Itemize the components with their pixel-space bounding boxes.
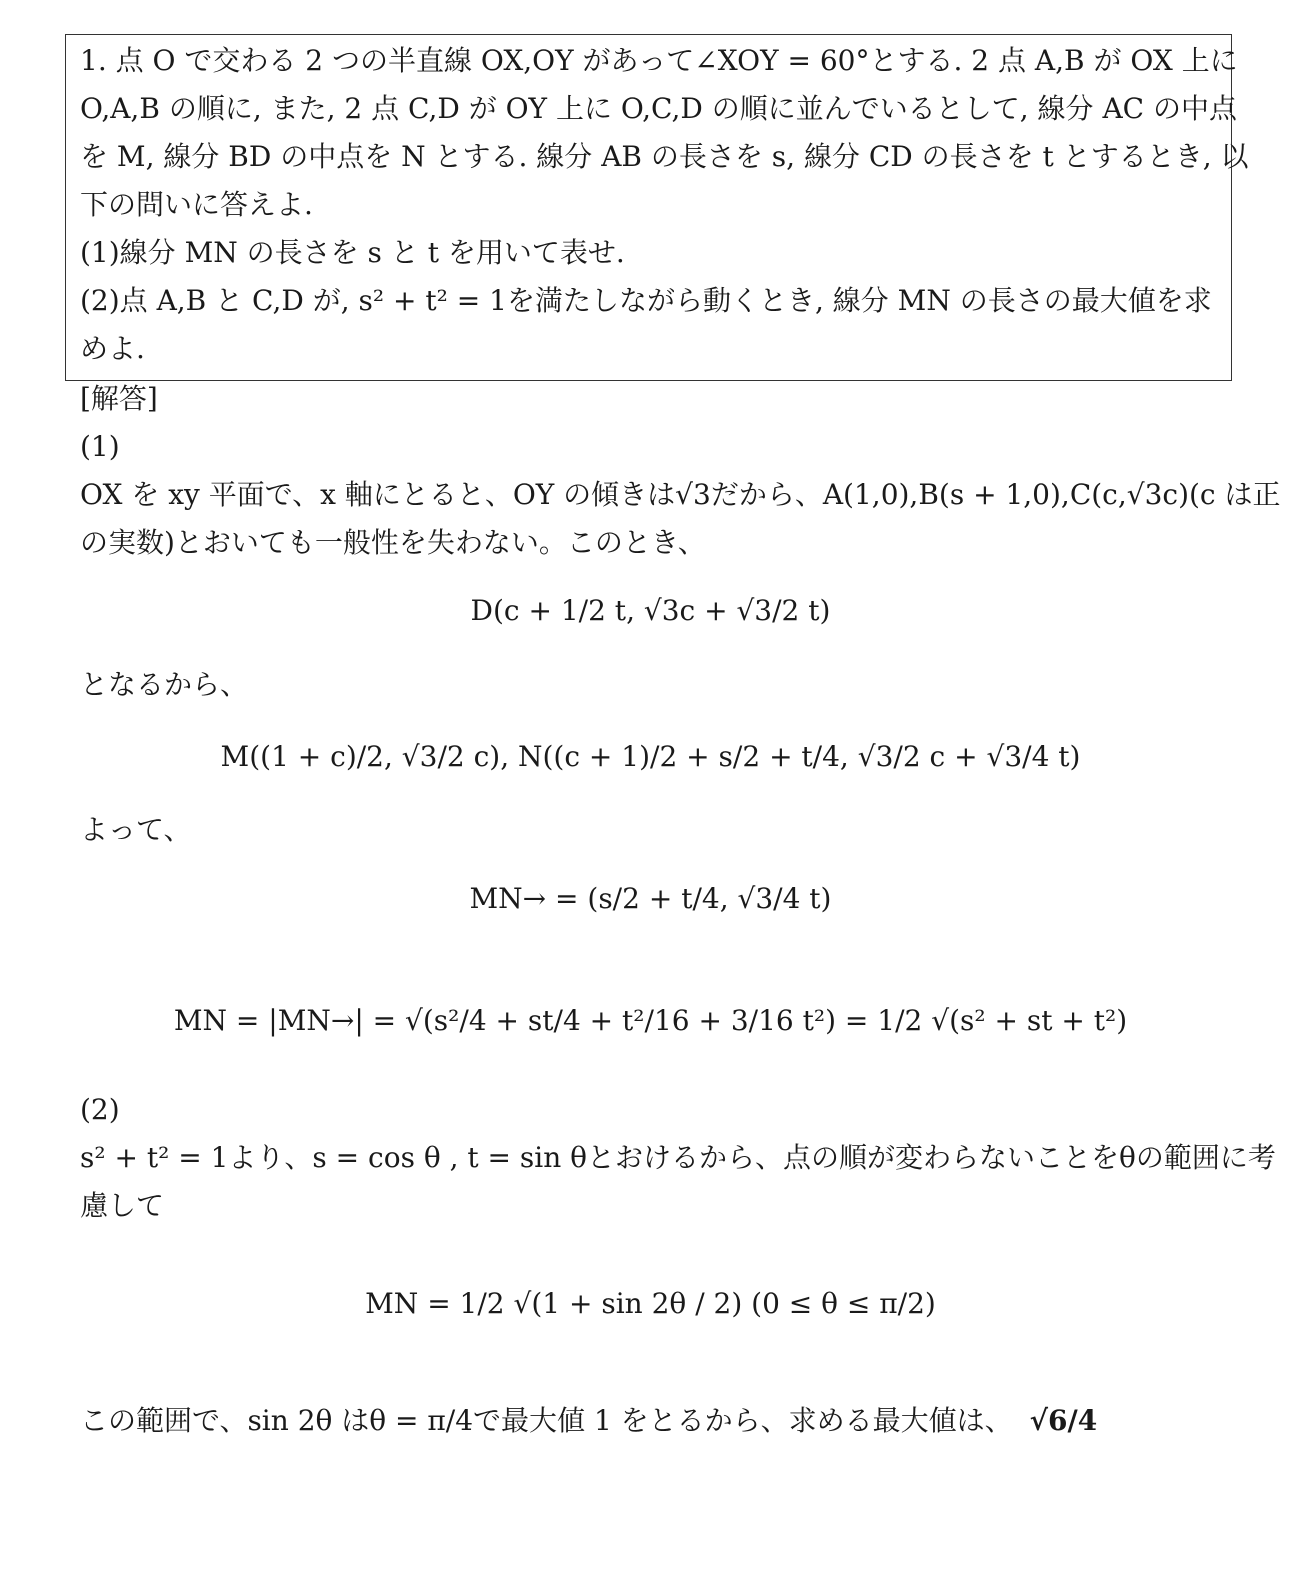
part1-label: (1) <box>80 430 120 463</box>
part1-text-line-1: OX を xy 平面で、x 軸にとると、OY の傾きは√3だから、A(1,0),B(s + 1,0),C(c,√3c)(c は正 <box>80 478 1281 511</box>
answer-heading: [解答] <box>80 382 158 415</box>
equation-point-d: D(c + 1/2 t, √3c + √3/2 t) <box>470 594 831 627</box>
problem-line-3: を M, 線分 BD の中点を N とする. 線分 AB の長さを s, 線分 CD の長さを t とするとき, 以 <box>80 140 1249 173</box>
equation-length-mn: MN = |MN→| = √(s²/4 + st/4 + t²/16 + 3/16 t²) = 1/2 √(s² + st + t²) <box>173 1004 1128 1037</box>
equation-midpoints: M((1 + c)/2, √3/2 c), N((c + 1)/2 + s/2 + t/4, √3/2 c + √3/4 t) <box>220 740 1081 773</box>
equation-vector-mn: MN→ = (s/2 + t/4, √3/4 t) <box>469 882 832 915</box>
conclusion-text <box>80 1403 1097 1439</box>
text-yotte: よって、 <box>80 813 192 846</box>
problem-line-2: O,A,B の順に, また, 2 点 C,D が OY 上に O,C,D の順に並んでいるとして, 線分 AC の中点 <box>80 92 1237 125</box>
part2-label: (2) <box>80 1093 120 1126</box>
problem-line-5: (1)線分 MN の長さを s と t を用いて表せ. <box>80 236 625 269</box>
conclusion-sentence: この範囲で、sin 2θ はθ = π/4で最大値 1 をとるから、求める最大値は、 <box>80 1404 1013 1437</box>
final-answer: √6/4 <box>1029 1404 1098 1437</box>
equation-theta: MN = 1/2 √(1 + sin 2θ / 2) (0 ≤ θ ≤ π/2) <box>365 1287 936 1320</box>
problem-line-7: めよ. <box>80 332 145 365</box>
part2-text-line-1: s² + t² = 1より、s = cos θ , t = sin θとおけるから、点の順が変わらないことをθの範囲に考 <box>80 1141 1276 1174</box>
problem-line-1: 1. 点 O で交わる 2 つの半直線 OX,OY があって∠XOY = 60°とする. 2 点 A,B が OX 上に <box>80 44 1238 77</box>
problem-line-4: 下の問いに答えよ. <box>80 188 313 221</box>
part1-text-line-2: の実数)とおいても一般性を失わない。このとき、 <box>80 526 706 559</box>
part2-text-line-2: 慮して <box>80 1189 165 1222</box>
text-narukara: となるから、 <box>80 668 249 701</box>
problem-line-6: (2)点 A,B と C,D が, s² + t² = 1を満たしながら動くとき, 線分 MN の長さの最大値を求 <box>80 284 1212 317</box>
